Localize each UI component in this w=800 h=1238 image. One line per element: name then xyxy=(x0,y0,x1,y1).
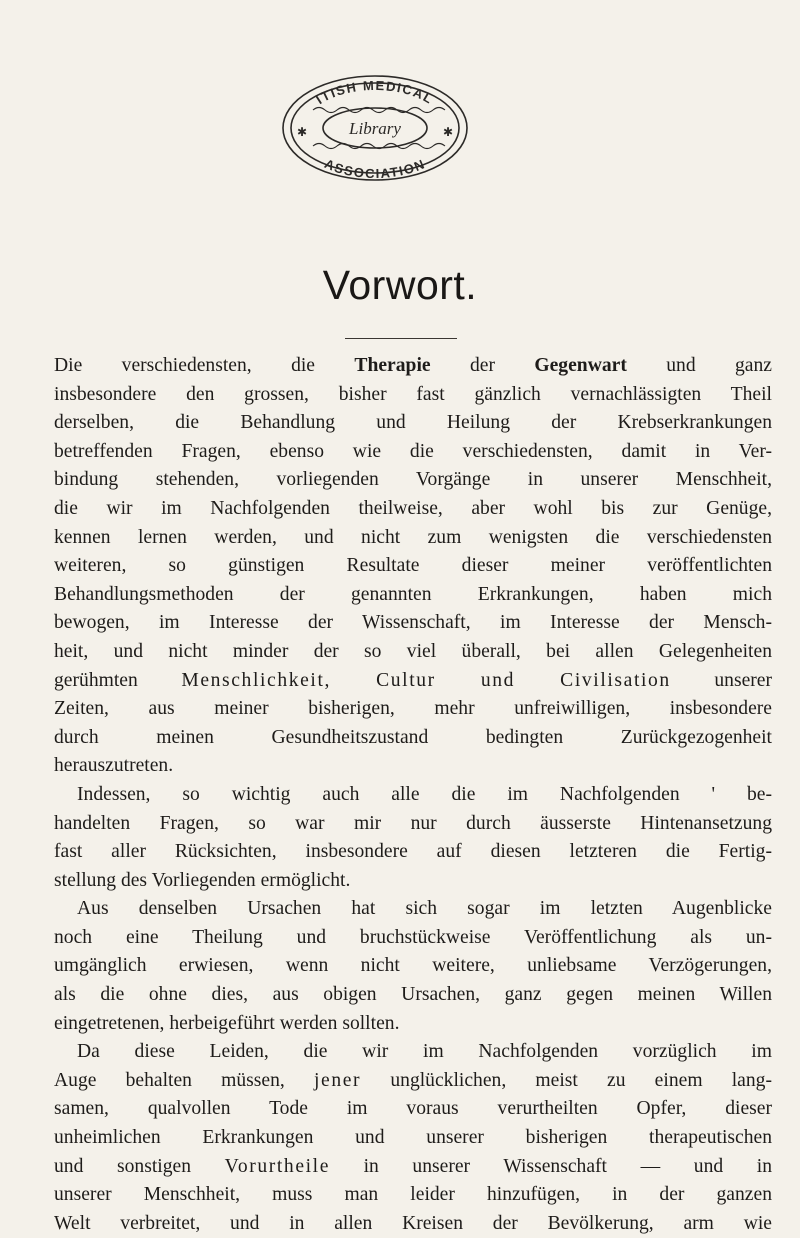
text-line: insbesondere den grossen, bisher fast gänzlich vernachlässigten Theil xyxy=(54,383,772,405)
stamp-top-text: ITISH MEDICAL xyxy=(313,77,437,108)
stamp-star-icon: ✱ xyxy=(297,125,308,139)
text-line: durch meinen Gesundheitszustand bedingten Zurückgezogenheit xyxy=(54,726,772,748)
text-line: unheimlichen Erkrankungen und unserer bisherigen therapeutischen xyxy=(54,1127,772,1149)
text-line: herauszutreten. xyxy=(54,755,174,777)
svg-text:ASSOCIATION xyxy=(322,156,427,181)
text-line: unserer Menschheit, muss man leider hinzufügen, in der ganzen xyxy=(54,1184,772,1206)
text-line xyxy=(54,1153,772,1182)
text-segment: Die verschiedensten, die xyxy=(54,355,355,376)
spaced-emphasis: Menschlichkeit, Cultur und Civilisation xyxy=(181,669,671,691)
stamp-star-icon: ✱ xyxy=(443,125,454,139)
library-stamp xyxy=(277,70,473,186)
text-line xyxy=(54,352,772,381)
text-segment: unserer xyxy=(714,669,773,691)
text-line: kennen lernen werden, und nicht zum wenigsten die verschiedensten xyxy=(54,526,772,548)
text-line: stellung des Vorliegenden ermöglicht. xyxy=(54,869,351,891)
text-line: die wir im Nachfolgenden theilweise, aber wohl bis zur Genüge, xyxy=(54,497,772,519)
text-segment: in unserer Wissenschaft — und in xyxy=(363,1155,772,1177)
text-segment: der xyxy=(430,355,535,376)
text-line: Welt verbreitet, und in allen Kreisen der Bevölkerung, arm wie xyxy=(54,1212,772,1234)
text-segment: und sonstigen xyxy=(54,1155,192,1177)
text-line: betreffenden Fragen, ebenso wie die verschiedensten, damit in Ver- xyxy=(54,440,772,462)
preface-body xyxy=(54,352,772,1238)
text-line: Da diese Leiden, die wir im Nachfolgenden vorzüglich im xyxy=(77,1041,772,1063)
text-line: Zeiten, aus meiner bisherigen, mehr unfreiwilligen, insbesondere xyxy=(54,698,772,720)
emphasis-gegenwart: Gegenwart xyxy=(534,355,627,376)
text-line: Aus denselben Ursachen hat sich sogar im letzten Augenblicke xyxy=(77,898,772,920)
text-line: Behandlungsmethoden der genannten Erkrankungen, haben mich xyxy=(54,583,772,605)
spaced-emphasis: jener xyxy=(314,1069,362,1091)
text-line: bewogen, im Interesse der Wissenschaft, im Interesse der Mensch- xyxy=(54,612,772,634)
title-divider xyxy=(345,338,457,339)
emphasis-therapie: Therapie xyxy=(354,355,431,376)
page-title: Vorwort. xyxy=(322,262,478,308)
text-line: als die ohne dies, aus obigen Ursachen, ganz gegen meinen Willen xyxy=(54,984,772,1006)
spaced-emphasis: Vorurtheile xyxy=(224,1155,330,1177)
text-segment: gerühmten xyxy=(54,669,138,691)
text-line: samen, qualvollen Tode im voraus verurtheilten Opfer, dieser xyxy=(54,1098,772,1120)
text-line: Indessen, so wichtig auch alle die im Nachfolgenden ' be- xyxy=(77,783,772,805)
text-line: bindung stehenden, vorliegenden Vorgänge in unserer Menschheit, xyxy=(54,469,772,491)
text-line: handelten Fragen, so war mir nur durch äusserste Hintenansetzung xyxy=(54,812,772,834)
text-line: heit, und nicht minder der so viel überall, bei allen Gelegenheiten xyxy=(54,640,772,662)
text-line: umgänglich erwiesen, wenn nicht weitere, unliebsame Verzögerungen, xyxy=(54,955,772,977)
text-segment: Auge behalten müssen, xyxy=(54,1069,285,1091)
text-line: weiteren, so günstigen Resultate dieser meiner veröffentlichten xyxy=(54,555,772,577)
text-line: eingetretenen, herbeigeführt werden sollten. xyxy=(54,1012,400,1034)
text-segment: unglücklichen, meist zu einem lang- xyxy=(390,1069,772,1091)
text-segment: und ganz xyxy=(626,355,773,376)
text-line: noch eine Theilung und bruchstückweise Veröffentlichung als un- xyxy=(54,926,772,948)
text-line xyxy=(54,667,772,696)
text-line: derselben, die Behandlung und Heilung der Krebserkrankungen xyxy=(54,412,772,434)
text-line: fast aller Rücksichten, insbesondere auf diesen letzteren die Fertig- xyxy=(54,841,772,863)
library-stamp-graphic xyxy=(277,70,473,186)
stamp-bottom-text: ASSOCIATION xyxy=(322,156,428,182)
text-line xyxy=(54,1067,772,1096)
stamp-center-text: Library xyxy=(349,119,401,138)
